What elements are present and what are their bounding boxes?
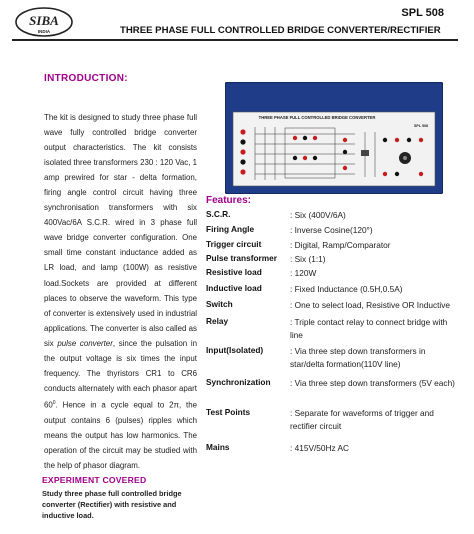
feature-value: : Via three step down transformers (5V each) bbox=[290, 378, 455, 388]
feature-key: S.C.R. bbox=[206, 209, 231, 219]
feature-value: : One to select load, Resistive OR Inductive bbox=[290, 300, 451, 310]
feature-value: : Via three step down transformers in star/delta formation(110V line) bbox=[290, 346, 426, 369]
trainer-kit-image bbox=[225, 82, 443, 194]
logo-text: SIBA bbox=[29, 13, 59, 28]
experiment-text: Study three phase full controlled bridge converter (Rectifier) with resistive and inductive load. bbox=[42, 489, 182, 520]
model-number: SPL 508 bbox=[401, 7, 444, 19]
feature-key: Firing Angle bbox=[206, 224, 255, 234]
feature-key: Pulse transformer bbox=[206, 253, 278, 263]
feature-key: Resistive load bbox=[206, 267, 262, 277]
logo-subtext: INDIA bbox=[37, 29, 51, 34]
introduction-heading: INTRODUCTION: bbox=[44, 73, 128, 84]
feature-value: : Six (1:1) bbox=[290, 254, 326, 264]
siba-logo bbox=[14, 6, 74, 38]
feature-value: : Fixed Inductance (0.5H,0.5A) bbox=[290, 284, 403, 294]
page-title: THREE PHASE FULL CONTROLLED BRIDGE CONVERTER/RECTIFIER bbox=[120, 25, 441, 36]
feature-key: Input(Isolated) bbox=[206, 345, 264, 355]
feature-key: Synchronization bbox=[206, 377, 271, 387]
feature-key: Relay bbox=[206, 316, 229, 326]
feature-value: : Inverse Cosine(120°) bbox=[290, 225, 373, 235]
feature-key: Test Points bbox=[206, 407, 251, 417]
italic-term: pulse converter bbox=[57, 338, 113, 348]
feature-value: : 415V/50Hz AC bbox=[290, 443, 350, 453]
feature-key: Inductive load bbox=[206, 283, 262, 293]
feature-value: : 120W bbox=[290, 268, 317, 278]
header-divider bbox=[12, 39, 458, 41]
feature-value: : Digital, Ramp/Comparator bbox=[290, 240, 391, 250]
feature-value: : Six (400V/6A) bbox=[290, 210, 346, 220]
introduction-text: The kit is designed to study three phase full wave fully controlled bridge converter output characteristics. The kit consists isolated three transformers 230 : 120 Vac, 1 amp prewired for star - delta formation, firing angle control circuit having three synchronisation transformers with six 400Vac/6A S.C.R. wired in 3 phase full wave bridge converter configuration. One small time constant inductance added as LR load, and lamp (100W) as resistive load.Sockets are provided at different places to observe the waveform. This type of converter is extensively used in industrial applications. The converter is also called as six pulse converter, since the pulsation in the output voltage is six times the input frequency. The thyristors CR1 to CR6 conducts alternately with each phasor apart $60^0$. Hence in a cycle equal to 2π, the output contains 6 (pulses) ripples which means the output has low harmonics. The operation of the circuit may be studied with the help of phasor diagram. bbox=[44, 113, 197, 470]
panel-model: SPL 508 bbox=[414, 124, 428, 128]
features-heading: Features: bbox=[206, 195, 252, 206]
panel-title: THREE PHASE FULL CONTROLLED BRIDGE CONVERTER bbox=[258, 115, 376, 120]
feature-key: Switch bbox=[206, 299, 233, 309]
feature-key: Mains bbox=[206, 442, 230, 452]
feature-key: Trigger circuit bbox=[206, 239, 262, 249]
feature-value: : Triple contact relay to connect bridge with line bbox=[290, 317, 448, 340]
experiment-heading: EXPERIMENT COVERED bbox=[42, 475, 147, 485]
feature-value: : Separate for waveforms of trigger and rectifier circuit bbox=[290, 408, 434, 431]
